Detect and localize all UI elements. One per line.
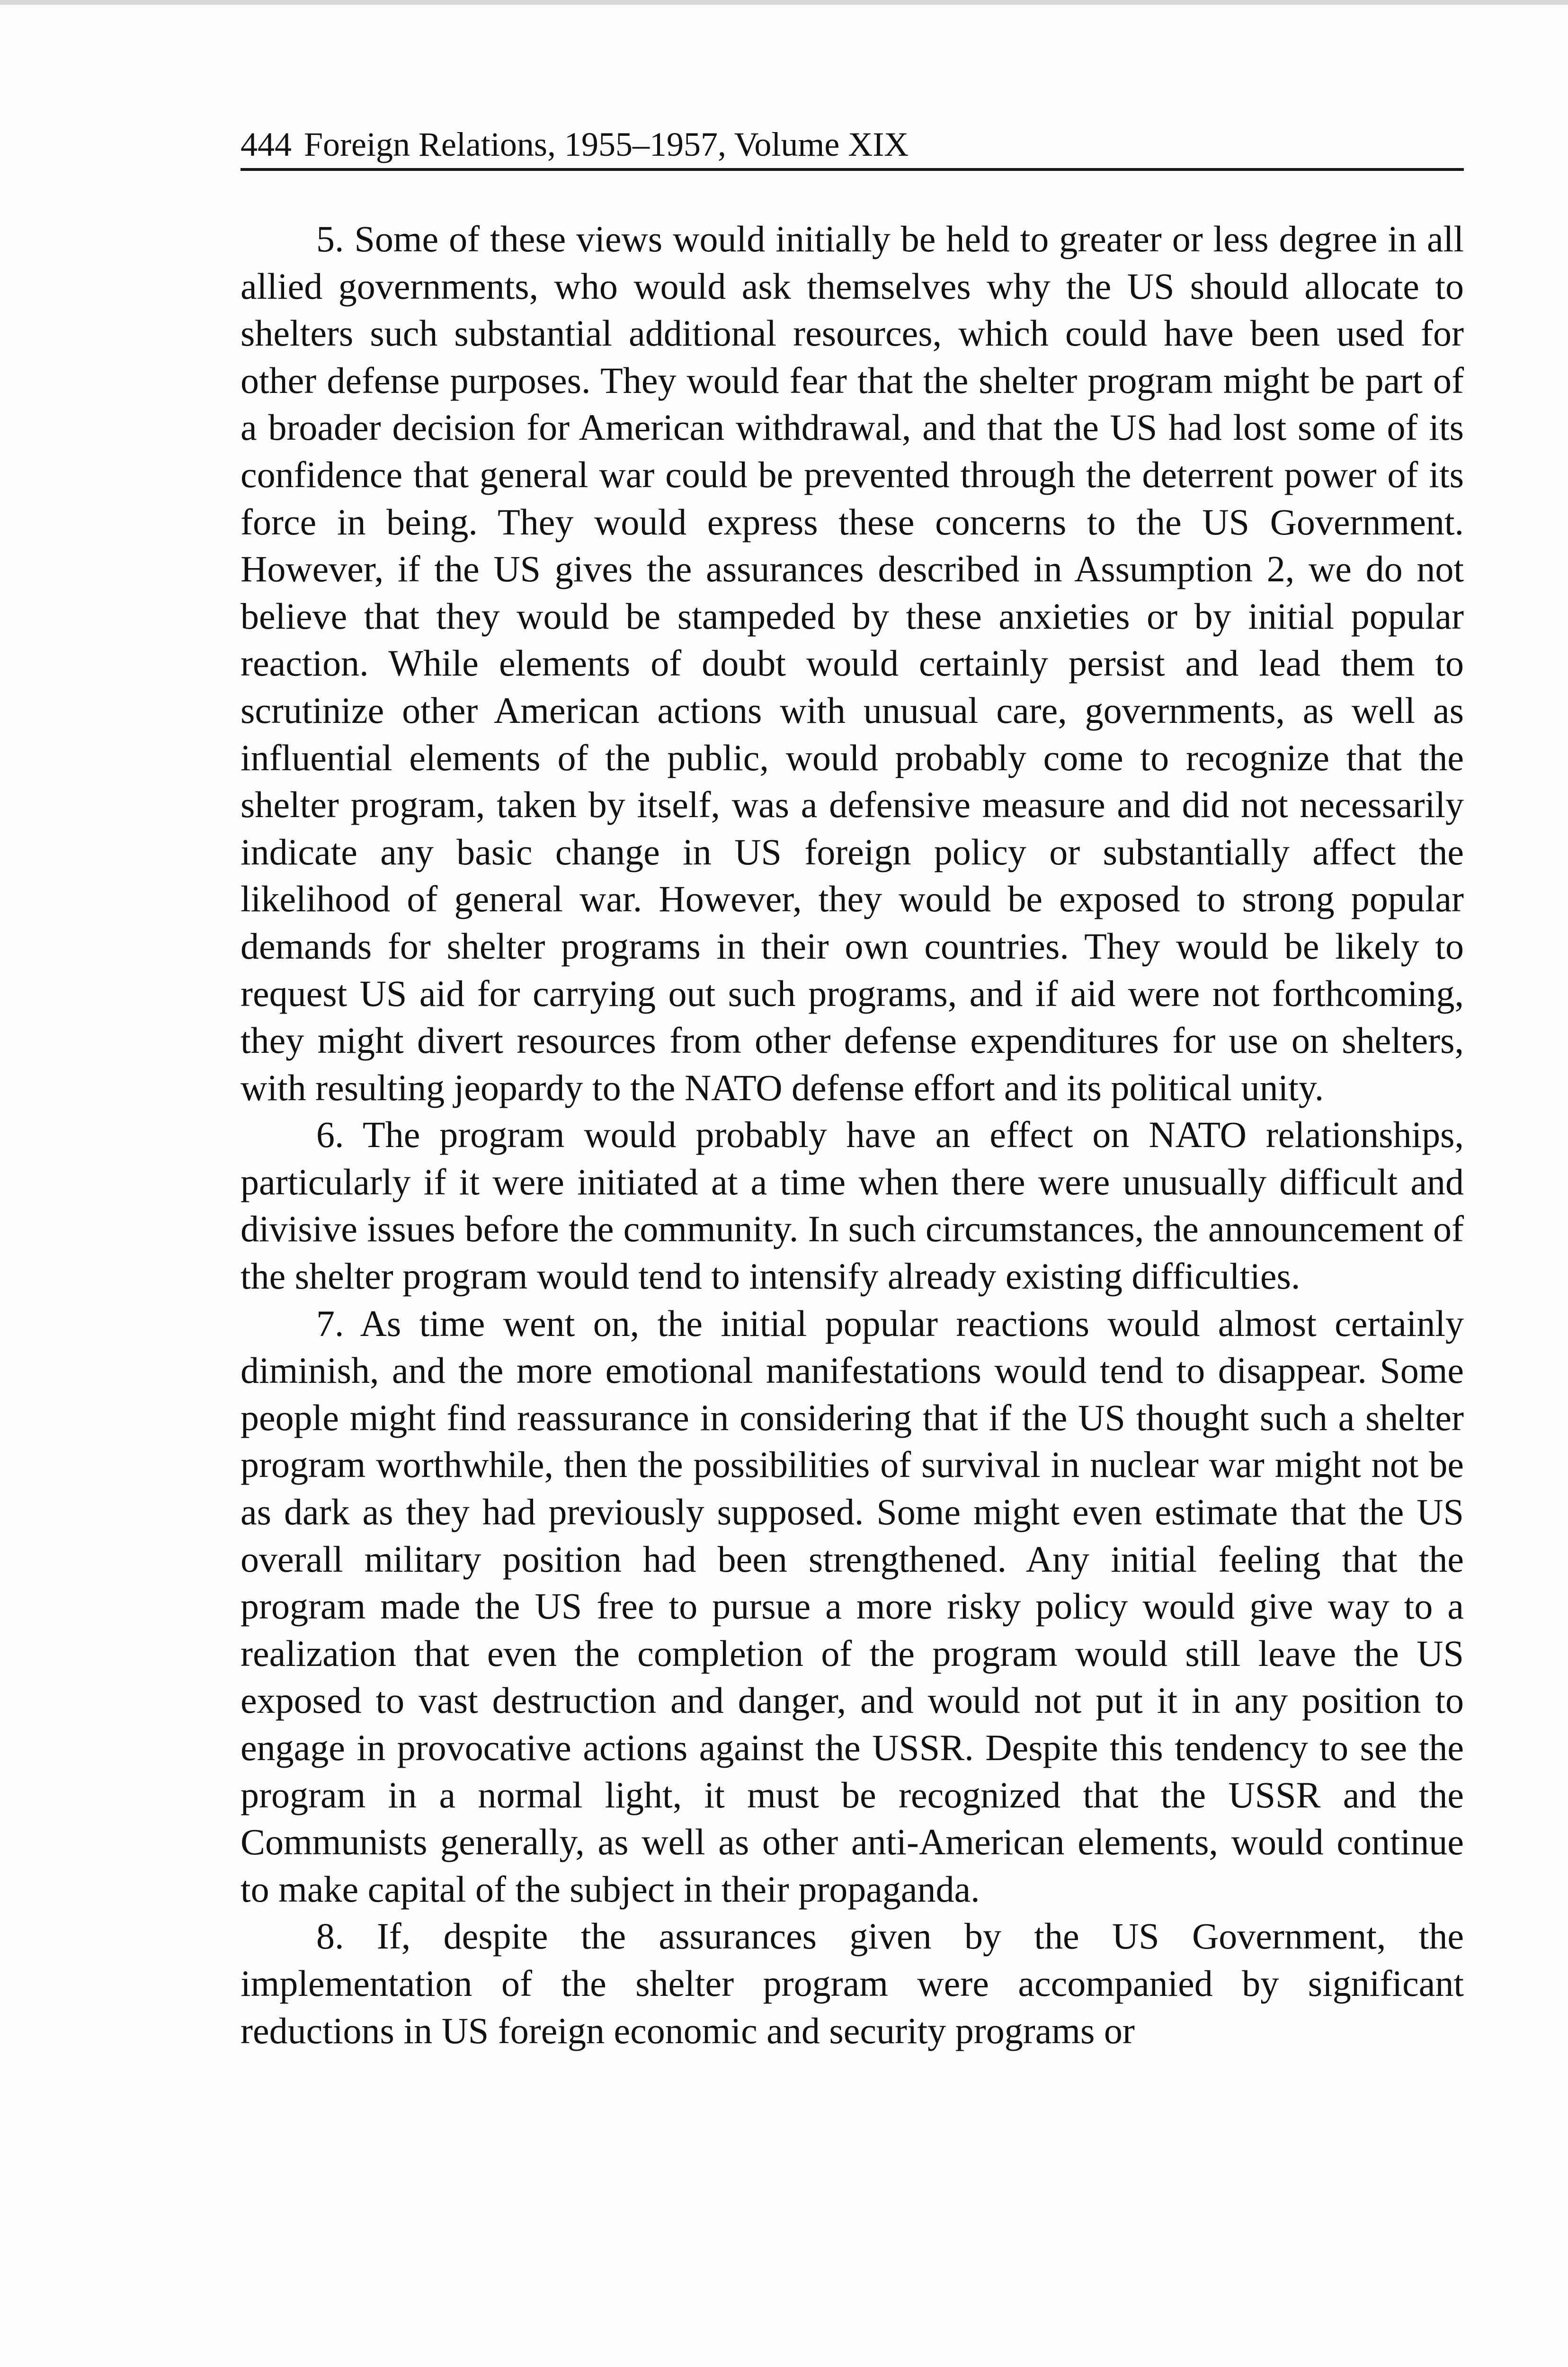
paragraph-6: 6. The program would probably have an effect on NATO relationships, particularly if it were initiated at a time when there were unusually difficult and divisive issues before the community. In such circumstances, the announcement of the shelter program would tend to intensify already existing difficulties. xyxy=(241,1114,1464,1297)
paragraph-8: 8. If, despite the assurances given by the US Government, the implementation of the shelter program were accompanied by significant reductions in US foreign economic and security programs or xyxy=(241,1915,1464,2051)
running-header xyxy=(241,121,1464,171)
publication-title: Foreign Relations, 1955–1957, Volume XIX xyxy=(304,125,909,163)
paragraph-7: 7. As time went on, the initial popular reactions would almost certainly diminish, and the more emotional manifestations would tend to disappear. Some people might find reassurance in considering that if the US thought such a shelter program worthwhile, then the possibilities of survival in nuclear war might not be as dark as they had previously supposed. Some might even estimate that the US overall military position had been strengthened. Any initial feeling that the program made the US free to pursue a more risky policy would give way to a realization that even the completion of the program would still leave the US exposed to vast destruction and danger, and would not put it in any position to engage in provocative actions against the USSR. Despite this tendency to see the program in a normal light, it must be recognized that the USSR and the Communists generally, as well as other anti-American elements, would continue to make capital of the subject in their propaganda. xyxy=(241,1302,1464,1910)
scan-top-edge xyxy=(0,0,1568,5)
paragraph-5: 5. Some of these views would initially be held to greater or less degree in all allied governments, who would ask themselves why the US should allocate to shelters such substantial additional resources, which could have been used for other defense purposes. They would fear that the shelter program might be part of a broader decision for American withdrawal, and that the US had lost some of its confidence that general war could be prevented through the deterrent power of its force in being. They would express these concerns to the US Government. However, if the US gives the assurances described in Assumption 2, we do not believe that they would be stampeded by these anxieties or by initial popular reaction. While elements of doubt would certainly persist and lead them to scrutinize other American actions with unusual care, governments, as well as influential elements of the public, would probably come to recognize that the shelter program, taken by itself, was a defensive measure and did not necessarily indicate any basic change in US foreign policy or substantially affect the likelihood of general war. However, they would be exposed to strong popular demands for shelter programs in their own countries. They would be likely to request US aid for carrying out such programs, and if aid were not forthcoming, they might divert resources from other defense expenditures for use on shelters, with resulting jeopardy to the NATO defense effort and its political unity. xyxy=(241,218,1464,1108)
page-number: 444 xyxy=(241,125,292,163)
body-text xyxy=(241,215,1464,2054)
